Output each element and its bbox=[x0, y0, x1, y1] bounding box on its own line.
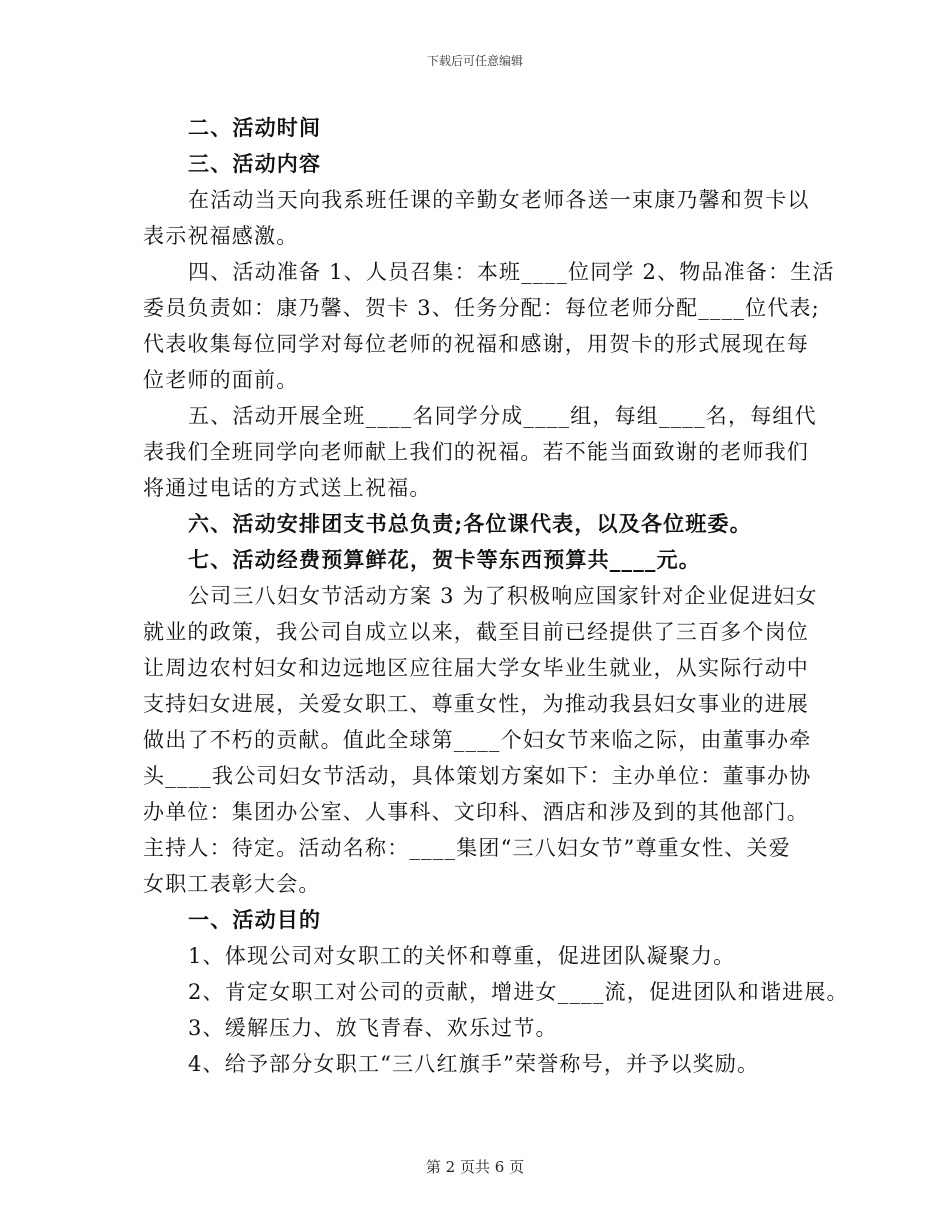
paragraph-line: 就业的政策，我公司自成立以来，截至目前已经提供了三百多个岗位 bbox=[143, 620, 809, 644]
paragraph-line-preparation: 四、活动准备 1、人员召集：本班____位同学 2、物品准备：生活 bbox=[188, 260, 835, 284]
page-footer: 第 2 页共 6 页 bbox=[425, 1158, 525, 1176]
paragraph-line: 位老师的面前。 bbox=[143, 368, 299, 392]
paragraph-line: 表示祝福感激。 bbox=[143, 224, 299, 248]
paragraph-line: 支持妇女进展，关爱女职工、尊重女性，为推动我县妇女事业的进展 bbox=[143, 692, 809, 716]
section-heading-time: 二、活动时间 bbox=[188, 115, 322, 140]
paragraph-line: 做出了不朽的贡献。值此全球第____个妇女节来临之际，由董事办牵 bbox=[143, 728, 812, 752]
paragraph-line: 办单位：集团办公室、人事科、文印科、酒店和涉及到的其他部门。 bbox=[143, 800, 809, 824]
paragraph-line: 女职工表彰大会。 bbox=[143, 872, 321, 896]
list-item: 4、给予部分女职工“三八红旗手”荣誉称号，并予以奖励。 bbox=[188, 1052, 760, 1076]
paragraph-line: 代表收集每位同学对每位老师的祝福和感谢，用贺卡的形式展现在每 bbox=[143, 332, 809, 356]
paragraph-line: 让周边农村妇女和边远地区应往届大学女毕业生就业，从实际行动中 bbox=[143, 656, 809, 680]
paragraph-line: 在活动当天向我系班任课的辛勤女老师各送一束康乃馨和贺卡以 bbox=[188, 188, 810, 212]
paragraph-line: 表我们全班同学向老师献上我们的祝福。若不能当面致谢的老师我们 bbox=[143, 440, 809, 464]
paragraph-line-execution: 五、活动开展全班____名同学分成____组，每组____名，每组代 bbox=[188, 404, 817, 428]
section-heading-purpose: 一、活动目的 bbox=[188, 907, 322, 932]
paragraph-line: 委员负责如：康乃馨、贺卡 3、任务分配：每位老师分配____位代表; bbox=[143, 296, 820, 320]
paragraph-line: 主持人：待定。活动名称：____集团“三八妇女节”尊重女性、关爱 bbox=[143, 836, 791, 860]
list-item: 2、肯定女职工对公司的贡献，增进女____流，促进团队和谐进展。 bbox=[188, 980, 849, 1004]
list-item: 3、缓解压力、放飞青春、欢乐过节。 bbox=[188, 1016, 558, 1040]
page-header: 下载后可任意编辑 bbox=[426, 54, 523, 68]
paragraph-line: 公司三八妇女节活动方案 3 为了积极响应国家针对企业促进妇女 bbox=[188, 584, 818, 608]
section-heading-budget: 七、活动经费预算鲜花，贺卡等东西预算共____元。 bbox=[188, 547, 701, 572]
paragraph-line: 将通过电话的方式送上祝福。 bbox=[143, 476, 432, 500]
section-heading-arrangement: 六、活动安排团支书总负责;各位课代表，以及各位班委。 bbox=[188, 511, 752, 536]
section-heading-content: 三、活动内容 bbox=[188, 151, 322, 176]
paragraph-line: 头____我公司妇女节活动，具体策划方案如下：主办单位：董事办协 bbox=[143, 764, 812, 788]
document-body bbox=[143, 110, 849, 1082]
list-item: 1、体现公司对女职工的关怀和尊重，促进团队凝聚力。 bbox=[188, 944, 736, 968]
